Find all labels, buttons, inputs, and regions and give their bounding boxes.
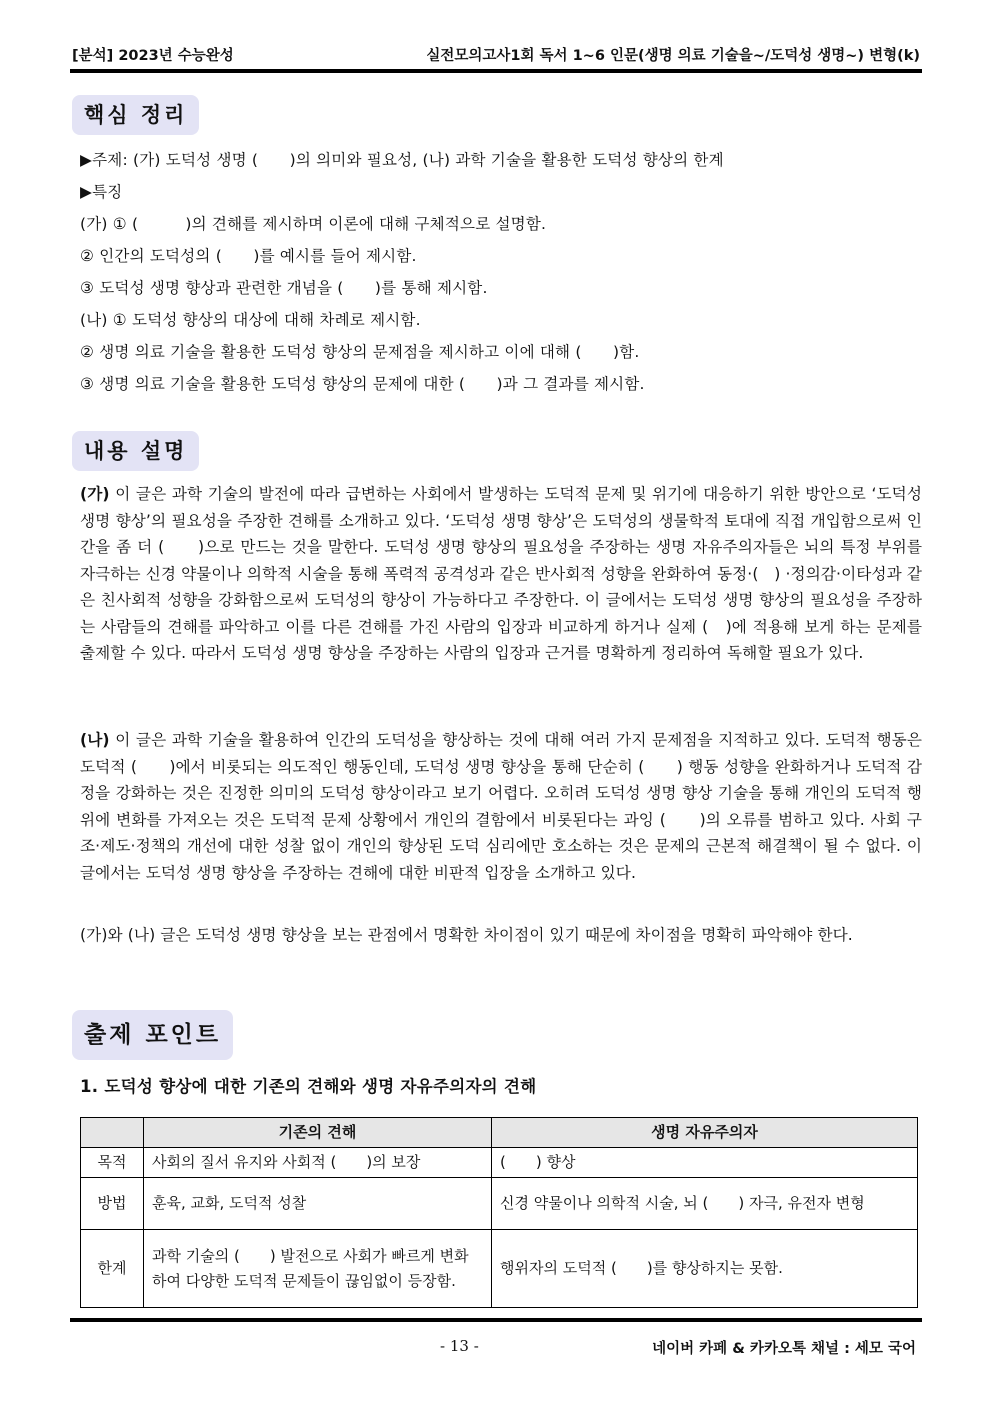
table-row-head: 방법 [81, 1178, 144, 1230]
table-cell: 사회의 질서 유지와 사회적 ( )의 보장 [144, 1148, 492, 1178]
summary-line: (나) ① 도덕성 향상의 대상에 대해 차례로 제시함. [80, 311, 421, 329]
section-title-summary: 핵심 정리 [72, 95, 199, 135]
table-cell: 신경 약물이나 의학적 시술, 뇌 ( ) 자극, 유전자 변형 [492, 1178, 918, 1230]
header-rule [70, 69, 922, 73]
para-a-text: 이 글은 과학 기술의 발전에 따라 급변하는 사회에서 발생하는 도덕적 문제 및 위기에 대응하기 위한 방안으로 ‘도덕성 생명 향상’의 필요성을 주장한 견해를 소개하고 있다. ‘도덕성 생명 향상’은 도덕성의 생물학적 토대에 직접 개입함으로써 인간을 좀 더 ( )으로 만드는 것을 말한다. 도덕성 생명 향상의 필요성을 주장하는 생명 자유주의자들은 뇌의 특정 부위를 자극하는 신경 약물이나 의학적 시술을 통해 폭력적 공격성과 같은 반사회적 성향을 완화하여 동정·( ) ·정의감·이타성과 같은 친사회적 성향을 강화함으로써 도덕성의 향상이 가능하다고 주장한다. 이 글에서는 도덕성 생명 향상의 필요성을 주장하는 사람들의 견해를 파악하고 이를 다른 견해를 가진 사람의 입장과 비교하게 하거나 실제 ( )에 적용해 보게 하는 문제를 출제할 수 있다. 따라서 도덕성 생명 향상을 주장하는 사람의 입장과 근거를 명확하게 정리하여 독해할 필요가 있다. [80, 485, 922, 662]
footer-rule [70, 1318, 922, 1322]
content-paragraph-c: (가)와 (나) 글은 도덕성 생명 향상을 보는 관점에서 명확한 차이점이 있기 때문에 차이점을 명확히 파악해야 한다. [80, 926, 853, 944]
table-row-head: 한계 [81, 1230, 144, 1308]
summary-line: ③ 도덕성 생명 향상과 관련한 개념을 ( )를 통해 제시함. [80, 279, 488, 297]
para-b-text: 이 글은 과학 기술을 활용하여 인간의 도덕성을 향상하는 것에 대해 여러 가지 문제점을 지적하고 있다. 도덕적 행동은 도덕적 ( )에서 비롯되는 의도적인 행동인데, 도덕성 생명 향상을 통해 단순히 ( ) 행동 성향을 완화하거나 도덕적 감정을 강화하는 것은 진정한 의미의 도덕성 향상이라고 보기 어렵다. 오히려 도덕성 생명 향상 기술을 통해 개인의 도덕적 행위에 변화를 가져오는 것은 도덕적 문제 상황에서 개인의 결함에서 비롯된다는 과잉 ( )의 오류를 범하고 있다. 사회 구조·제도·정책의 개선에 대한 성찰 없이 개인의 향상된 도덕 심리에만 호소하는 것은 문제의 근본적 해결책이 될 수 없다. 이 글에서는 도덕성 생명 향상을 주장하는 견해에 대한 비판적 입장을 소개하고 있다. [80, 731, 922, 882]
table-row-head: 목적 [81, 1148, 144, 1178]
header-left: [분석] 2023년 수능완성 [72, 48, 234, 64]
points-subtitle: 1. 도덕성 향상에 대한 기존의 견해와 생명 자유주의자의 견해 [80, 1077, 537, 1096]
table-header-cell: 생명 자유주의자 [492, 1118, 918, 1148]
summary-line: ▶특징 [80, 183, 123, 201]
table-header-cell: 기존의 견해 [144, 1118, 492, 1148]
section-title-content: 내용 설명 [72, 431, 199, 471]
para-a-label: (가) [80, 485, 110, 503]
content-paragraph-a [80, 481, 922, 667]
table-cell: 훈육, 교화, 도덕적 성찰 [144, 1178, 492, 1230]
table-cell: ( ) 향상 [492, 1148, 918, 1178]
page-header [70, 42, 922, 66]
para-b-label: (나) [80, 731, 110, 749]
table-header-cell [81, 1118, 144, 1148]
summary-line: ② 인간의 도덕성의 ( )를 예시를 들어 제시함. [80, 247, 417, 265]
footer-credit: 네이버 카페 & 카카오톡 채널 : 세모 국어 [652, 1341, 916, 1357]
page-number: - 13 - [440, 1337, 479, 1355]
comparison-table [80, 1117, 918, 1308]
table-cell: 과학 기술의 ( ) 발전으로 사회가 빠르게 변화하여 다양한 도덕적 문제들이 끊임없이 등장함. [144, 1230, 492, 1308]
table-row [81, 1178, 918, 1230]
header-right: 실전모의고사1회 독서 1~6 인문(생명 의료 기술을~/도덕성 생명~) 변형(k) [426, 48, 920, 64]
table-row [81, 1230, 918, 1308]
table-header-row [81, 1118, 918, 1148]
summary-line: ② 생명 의료 기술을 활용한 도덕성 향상의 문제점을 제시하고 이에 대해 ( )함. [80, 343, 640, 361]
summary-line: (가) ① ( )의 견해를 제시하며 이론에 대해 구체적으로 설명함. [80, 215, 547, 233]
section-title-points: 출제 포인트 [72, 1010, 233, 1060]
table-row [81, 1148, 918, 1178]
table-cell: 행위자의 도덕적 ( )를 향상하지는 못함. [492, 1230, 918, 1308]
content-paragraph-b [80, 727, 922, 886]
summary-line: ▶주제: (가) 도덕성 생명 ( )의 의미와 필요성, (나) 과학 기술을 활용한 도덕성 향상의 한계 [80, 151, 724, 169]
summary-line: ③ 생명 의료 기술을 활용한 도덕성 향상의 문제에 대한 ( )과 그 결과를 제시함. [80, 375, 645, 393]
